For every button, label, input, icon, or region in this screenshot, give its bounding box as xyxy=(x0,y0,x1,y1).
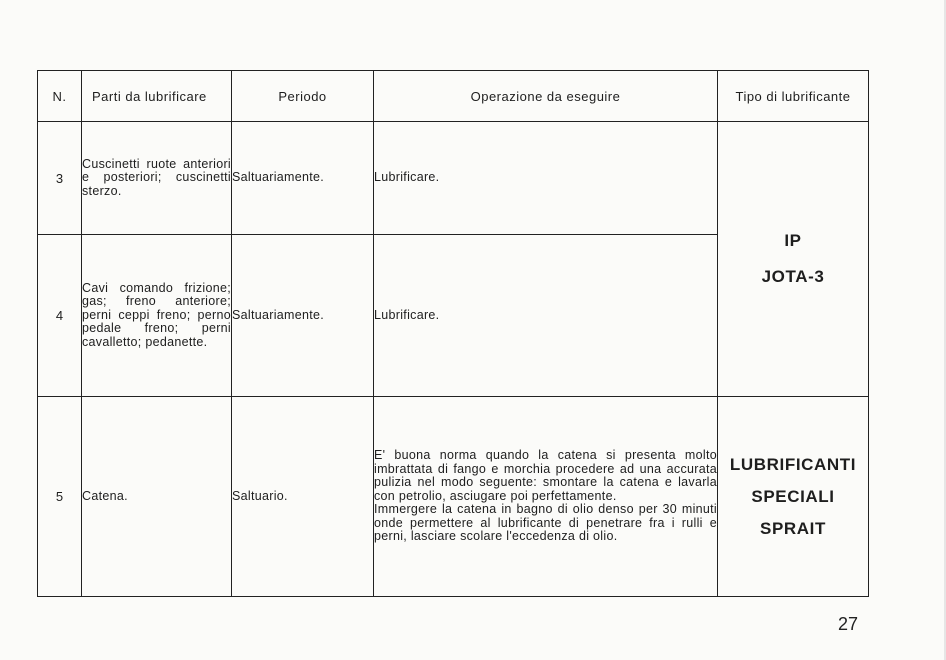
page-number: 27 xyxy=(838,614,859,634)
table-row xyxy=(38,122,869,235)
row-period: Saltuario. xyxy=(232,397,374,597)
table-row xyxy=(38,397,869,597)
row-operation xyxy=(374,397,718,597)
operation-paragraph: E' buona norma quando la catena si presenta molto imbrattata di fango e morchia procedere ad una accurata pulizia nel modo seguente: smontare la catena e lavarla con petrolio, asciugare poi perfettamente. xyxy=(374,448,717,503)
operation-paragraph: Immergere la catena in bagno di olio denso per 30 minuti onde permettere al lubrificante di penetrare fra i rulli e perni, lasciare scolare l'eccedenza di olio. xyxy=(374,502,717,544)
row-parts: Cuscinetti ruote anteriori e posteriori; cuscinetti sterzo. xyxy=(82,122,232,235)
header-parts: Parti da lubrificare xyxy=(82,71,232,122)
row-operation: Lubrificare. xyxy=(374,235,718,397)
lubricant-ip-jota xyxy=(718,122,869,397)
header-lubricant: Tipo di lubrificante xyxy=(718,71,869,122)
row-period: Saltuariamente. xyxy=(232,122,374,235)
row-number: 4 xyxy=(38,235,82,397)
lubricant-line: LUBRIFICANTI xyxy=(729,454,857,474)
lubricant-brand: IP xyxy=(784,231,802,250)
table-header-row xyxy=(38,71,869,122)
header-number: N. xyxy=(38,71,82,122)
header-operation: Operazione da eseguire xyxy=(374,71,718,122)
row-period: Saltuariamente. xyxy=(232,235,374,397)
lubricant-speciali-sprait xyxy=(718,397,869,597)
row-operation: Lubrificare. xyxy=(374,122,718,235)
lubricant-line: SPECIALI xyxy=(751,486,835,506)
lubricant-line: SPRAIT xyxy=(760,518,826,538)
lubricant-product: JOTA-3 xyxy=(761,267,825,286)
row-parts: Cavi comando frizione; gas; freno anteriore; perni ceppi freno; perno pedale freno; perni cavalletto; pedanette. xyxy=(82,235,232,397)
row-parts: Catena. xyxy=(82,397,232,597)
row-number: 5 xyxy=(38,397,82,597)
lubrication-table xyxy=(37,70,869,597)
row-number: 3 xyxy=(38,122,82,235)
header-period: Periodo xyxy=(232,71,374,122)
